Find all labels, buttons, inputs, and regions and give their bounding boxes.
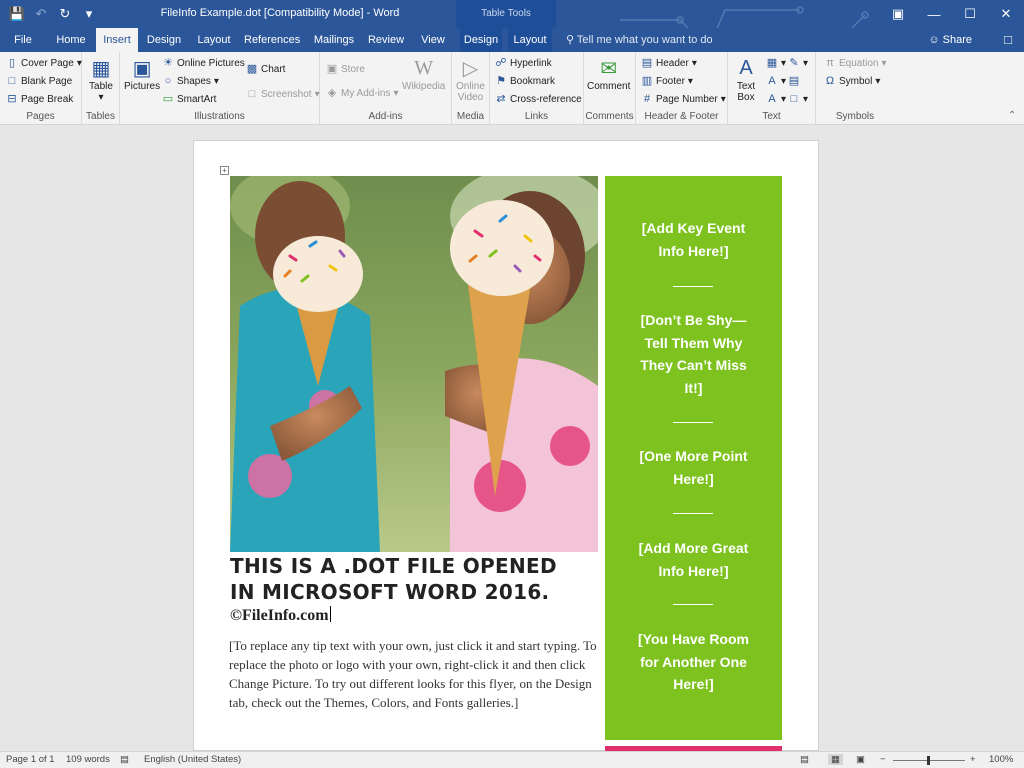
chevron-down-icon: ▾ — [781, 93, 787, 105]
zoom-level[interactable]: 100% — [989, 754, 1014, 765]
table-tools-label: Table Tools — [481, 8, 531, 19]
page-count[interactable]: Page 1 of 1 — [6, 754, 55, 765]
ribbon-tabs — [0, 28, 1024, 52]
group-text — [728, 52, 816, 125]
pictures-icon: ▣ — [132, 57, 152, 80]
lightbulb-icon: ⚲ — [566, 34, 575, 46]
chevron-down-icon: ▾ — [803, 57, 809, 69]
group-label-symbols: Symbols — [835, 111, 875, 122]
my-addins-icon: ◈ — [327, 87, 337, 99]
sidebar-divider — [673, 513, 713, 514]
tab-references[interactable]: References — [244, 34, 301, 46]
smartart-icon: ▭ — [162, 93, 174, 105]
blank-page-button[interactable]: □ Blank Page — [6, 75, 72, 87]
tab-table-layout[interactable]: Layout — [508, 28, 552, 52]
sidebar-item-dont-be-shy[interactable]: [Don’t Be Shy— Tell Them Why They Can’t Miss It!] — [640, 312, 747, 396]
person-icon: ☺ — [928, 34, 940, 46]
symbol-button[interactable]: Ω Symbol ▾ — [825, 75, 881, 87]
group-label-illustrations: Illustrations — [194, 111, 245, 122]
chevron-down-icon: ▾ — [875, 75, 881, 87]
shapes-icon: ○ — [164, 75, 172, 87]
quick-parts-button[interactable] — [766, 57, 786, 69]
group-label-media: Media — [456, 111, 485, 122]
wordart-icon: A — [768, 75, 776, 87]
group-label-pages: Pages — [26, 111, 55, 122]
sidebar-divider — [673, 604, 713, 605]
web-layout-icon[interactable]: ▣ — [856, 754, 865, 765]
header-icon: ▤ — [641, 57, 653, 69]
table-move-handle-icon[interactable]: + — [220, 166, 229, 175]
save-icon[interactable]: 💾 — [8, 6, 26, 21]
chevron-down-icon: ▾ — [98, 92, 104, 103]
tab-design[interactable]: Design — [146, 34, 182, 46]
word-count[interactable]: 109 words — [66, 754, 110, 765]
hyperlink-icon: ☍ — [495, 57, 507, 69]
flyer-headline[interactable]: THIS IS A .DOT FILE OPENED IN MICROSOFT WORD 2016. — [230, 554, 557, 604]
maximize-icon[interactable]: ☐ — [964, 6, 976, 21]
new-comment-icon: ✉ — [600, 57, 618, 80]
sidebar-item-one-more-point[interactable]: [One More Point Here!] — [639, 448, 748, 487]
shapes-button[interactable]: ○ Shapes ▾ — [162, 75, 219, 87]
redo-icon[interactable]: ↻ — [59, 6, 71, 21]
hyperlink-button[interactable]: ☍ Hyperlink — [495, 57, 552, 69]
tab-home[interactable]: Home — [56, 34, 86, 46]
chevron-down-icon: ▾ — [803, 93, 809, 105]
group-media — [452, 52, 490, 125]
window-title: FileInfo Example.dot [Compatibility Mode] - Word — [160, 7, 400, 19]
sidebar-divider — [673, 286, 713, 287]
customize-qat-icon[interactable]: ▾ — [85, 6, 93, 21]
sidebar-item-room-for-another[interactable]: [You Have Room for Another One Here!] — [638, 631, 749, 692]
store-icon: ▣ — [326, 63, 338, 75]
chevron-down-icon: ▾ — [720, 93, 726, 105]
text-box-icon: A — [739, 56, 753, 79]
group-label-links: Links — [524, 111, 549, 122]
chart-icon: ▩ — [246, 63, 258, 75]
text-cursor — [330, 606, 331, 622]
group-label-comments: Comments — [585, 111, 634, 122]
group-label-tables: Tables — [86, 111, 115, 122]
object-button[interactable] — [788, 93, 808, 105]
chevron-down-icon: ▾ — [781, 75, 787, 87]
page-number-icon: # — [643, 93, 651, 105]
chevron-down-icon: ▾ — [76, 57, 82, 69]
chevron-down-icon: ▾ — [691, 57, 697, 69]
print-layout-icon[interactable]: ▦ — [828, 754, 843, 765]
group-label-addins: Add-ins — [368, 111, 403, 122]
group-links — [490, 52, 584, 125]
text-box-button[interactable]: A Text Box — [733, 55, 759, 103]
tab-mailings[interactable]: Mailings — [313, 34, 355, 46]
store-button[interactable]: ▣ Store — [326, 63, 365, 75]
insert-ribbon — [0, 52, 1024, 125]
zoom-slider-thumb[interactable] — [927, 756, 930, 765]
wordart-button[interactable] — [766, 75, 786, 87]
date-time-button[interactable] — [788, 75, 800, 87]
wikipedia-icon: W — [414, 56, 434, 79]
tab-layout[interactable]: Layout — [197, 34, 231, 46]
group-addins — [320, 52, 452, 125]
undo-icon[interactable]: ↶ — [35, 6, 47, 21]
flyer-body-text[interactable]: [To replace any tip text with your own, just click it and start typing. To replace the photo or logo with your own, right-click it and then click Change Picture. To try out different looks for this flyer, on the Design tab, check out the Themes, Colors, and Fonts galleries.] — [229, 638, 597, 710]
tab-file[interactable]: File — [14, 34, 32, 46]
pi-icon: π — [826, 57, 834, 69]
online-pictures-icon: ☀ — [163, 57, 173, 69]
online-video-button[interactable]: ▷ Online Video — [456, 55, 485, 103]
status-bar — [0, 751, 1024, 768]
cover-page-button[interactable]: ▯ Cover Page ▾ — [6, 57, 82, 69]
footer-button[interactable]: ▥ Footer ▾ — [641, 75, 693, 87]
language[interactable]: English (United States) — [144, 754, 242, 765]
collapse-ribbon-icon[interactable]: ⌃ — [1008, 110, 1017, 121]
zoom-in-button[interactable]: + — [970, 754, 976, 765]
online-video-icon: ▷ — [462, 57, 479, 80]
online-pictures-button[interactable]: ☀ Online Pictures — [163, 57, 245, 69]
header-button[interactable]: ▤ Header ▾ — [641, 57, 697, 69]
tab-review[interactable]: Review — [367, 34, 405, 46]
equation-button[interactable]: π Equation ▾ — [824, 57, 887, 69]
title-bar — [0, 0, 1024, 28]
page-break-icon: ⊟ — [7, 93, 17, 105]
ribbon-display-icon[interactable]: ▣ — [891, 6, 905, 21]
page-number-button[interactable]: # Page Number ▾ — [641, 93, 726, 105]
drop-cap-button[interactable] — [766, 93, 786, 105]
pictures-button[interactable]: ▣ Pictures — [124, 55, 160, 92]
proofing-icon[interactable]: ▤ — [120, 754, 129, 765]
table-button[interactable]: ▦ Table ▾ — [88, 55, 114, 103]
group-tables — [82, 52, 120, 125]
group-label-text: Text — [762, 111, 781, 122]
chevron-down-icon: ▾ — [881, 57, 887, 69]
group-illustrations — [120, 52, 320, 125]
zoom-out-button[interactable]: − — [880, 754, 886, 765]
signature-line-button[interactable] — [788, 57, 808, 69]
tab-table-design[interactable]: Design — [460, 28, 502, 52]
cover-page-icon: ▯ — [8, 57, 16, 69]
flyer-sidebar[interactable] — [605, 176, 782, 740]
my-addins-button[interactable]: ◈ My Add-ins ▾ — [327, 87, 399, 99]
new-comment-button[interactable]: ✉ Comment — [587, 55, 630, 92]
window-controls — [880, 0, 1024, 28]
copyright-line[interactable]: ©FileInfo.com — [230, 607, 329, 624]
chart-button[interactable]: ▩ Chart — [246, 63, 286, 75]
comments-pane-icon[interactable]: □ — [1004, 32, 1012, 47]
table-icon: ▦ — [91, 57, 111, 80]
share-button[interactable]: ☺ Share — [928, 34, 972, 46]
tab-insert[interactable]: Insert — [96, 28, 138, 52]
omega-icon: Ω — [825, 75, 835, 87]
ice-cream-kids-image — [230, 176, 598, 552]
chevron-down-icon: ▾ — [781, 57, 787, 69]
chevron-down-icon: ▾ — [213, 75, 219, 87]
date-time-icon: ▤ — [788, 75, 800, 87]
quick-parts-icon: ▦ — [766, 57, 778, 69]
object-icon: □ — [790, 93, 798, 105]
close-icon[interactable]: ✕ — [1000, 6, 1012, 21]
cross-reference-icon: ⇄ — [496, 93, 506, 105]
flyer-photo[interactable] — [230, 176, 598, 552]
tell-me-box[interactable]: ⚲ Tell me what you want to do — [566, 34, 713, 46]
signature-line-icon: ✎ — [789, 57, 799, 69]
group-header-footer — [636, 52, 728, 125]
screenshot-icon: □ — [248, 88, 256, 100]
sidebar-divider — [673, 422, 713, 423]
sidebar-item-key-event[interactable]: [Add Key Event Info Here!] — [641, 220, 746, 259]
bookmark-icon: ⚑ — [496, 75, 506, 87]
group-pages — [0, 52, 82, 125]
read-mode-icon[interactable]: ▤ — [800, 754, 809, 765]
chevron-down-icon: ▾ — [687, 75, 693, 87]
smartart-button[interactable]: ▭ SmartArt — [162, 93, 217, 105]
cross-reference-button[interactable]: ⇄ Cross-reference — [496, 93, 582, 105]
page-break-button[interactable]: ⊟ Page Break — [7, 93, 74, 105]
minimize-icon[interactable]: — — [927, 6, 941, 22]
chevron-down-icon: ▾ — [314, 88, 320, 100]
footer-icon: ▥ — [641, 75, 653, 87]
group-symbols — [816, 52, 894, 125]
chevron-down-icon: ▾ — [393, 87, 399, 99]
tab-view[interactable]: View — [421, 34, 445, 46]
screenshot-button[interactable]: □ Screenshot ▾ — [246, 88, 320, 100]
group-comments — [584, 52, 636, 125]
bookmark-button[interactable]: ⚑ Bookmark — [496, 75, 556, 87]
drop-cap-icon: A — [768, 93, 776, 105]
sidebar-item-add-more-great[interactable]: [Add More Great Info Here!] — [638, 540, 749, 579]
group-label-header-footer: Header & Footer — [644, 111, 719, 122]
wikipedia-button[interactable]: W Wikipedia — [402, 56, 446, 92]
blank-page-icon: □ — [8, 75, 16, 87]
